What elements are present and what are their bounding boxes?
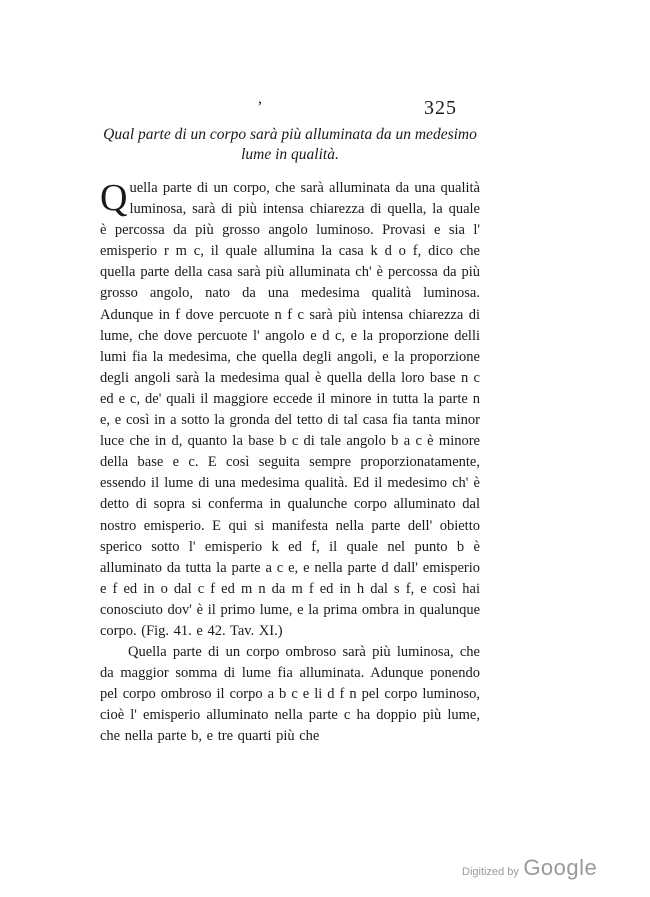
- watermark-prefix: Digitized by: [462, 866, 519, 878]
- paragraph-1-text: uella parte di un corpo, che sarà alluminata da una qualità luminosa, sarà di più intensa chiarezza di quella, la quale è percossa da più grosso angolo luminoso. Provasi e sia l' emisperio r m c, il quale allumina la casa k d o f, dico che quella parte della casa sarà più alluminata ch' è percossa da più grosso angolo, nato da una medesima qualità luminosa. Adunque in f dove percuote n f c sarà più intensa chiarezza di lume, che dove percuote l' angolo e d c, e la proporzione delli lumi fia la medesima, che quella degli angoli, e la proporzione degli angoli sarà la medesima qual è quella della loro base n c ed e c, de' quali il maggiore eccede il minore in tutta la parte n e, e così in a sotto la gronda del tetto di tal casa fia tanta minor luce che in d, quanto la base b c di tale angolo b a c è minore della base e c. E così seguita sempre proporzionatamente, essendo il lume di una medesima qualità. Ed il medesimo ch' è detto di sopra si conferma in qualunche corpo alluminato dal nostro emisperio. E qui si manifesta nella parte dell' obietto sperico sotto l' emisperio k ed f, il quale nel punto b è alluminato da tutta la parte a c e, e nella parte d dall' emisperio e f ed in o dal c f ed m n da m f ed in h dal s f, e così hai conosciuto dov' è il primo lume, e la prima ombra in qualunque corpo. (Fig. 41. e 42. Tav. XI.): [100, 180, 480, 639]
- stray-mark: ,: [258, 90, 262, 107]
- google-logo: Google: [523, 855, 598, 880]
- page-number: 325: [424, 97, 457, 119]
- body-text: [100, 178, 480, 748]
- paragraph-2: Quella parte di un corpo ombroso sarà più luminosa, che da maggior somma di lume fia alluminata. Adunque ponendo pel corpo ombroso il corpo a b c e li d f n pel corpo luminoso, cioè l' emisperio alluminato nella parte c ha doppio più lume, che nella parte b, e tre quarti più che: [100, 644, 480, 745]
- chapter-title: Qual parte di un corpo sarà più alluminata da un medesimo lume in qualità.: [103, 126, 477, 163]
- digitized-by-google-watermark: [462, 855, 597, 881]
- drop-cap: Q: [100, 177, 128, 219]
- paragraph-1: [100, 178, 480, 642]
